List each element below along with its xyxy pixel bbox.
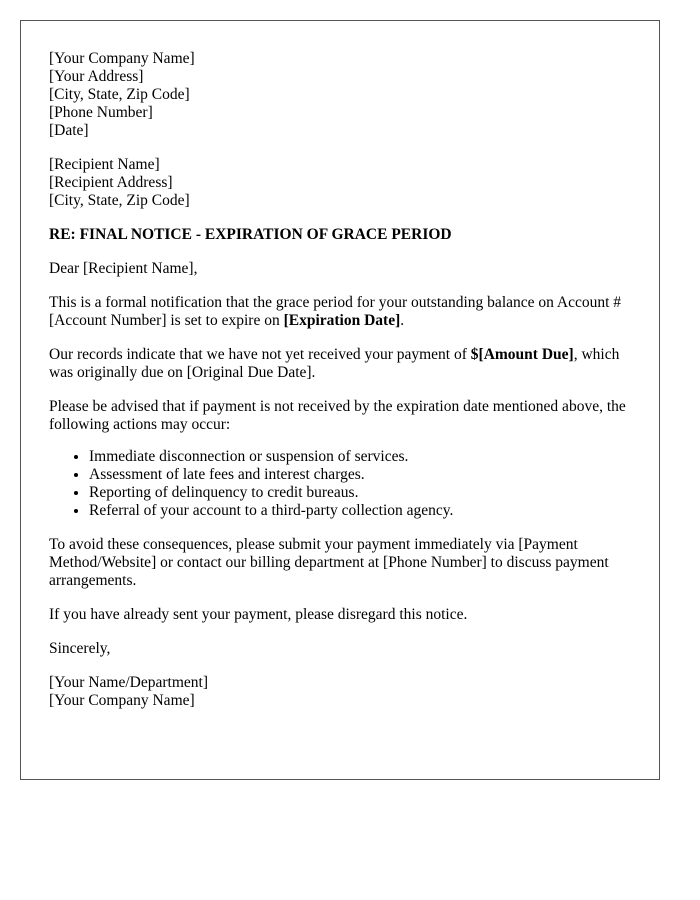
recipient-name: [Recipient Name] [49, 156, 160, 173]
letter-date: [Date] [49, 122, 89, 139]
signature-name: [Your Name/Department] [49, 674, 208, 691]
paragraph-avoid-consequences-text: To avoid these consequences, please submit your payment immediately via [Payment Method/Website] or contact our billing department at [Phone Number] to discuss payment arrangements. [49, 536, 609, 589]
list-item: • Reporting of delinquency to credit bureaus. [89, 484, 631, 502]
recipient-address: [Recipient Address] [49, 174, 173, 191]
consequences-list [49, 448, 631, 520]
signature-company: [Your Company Name] [49, 692, 195, 709]
signature-block [49, 674, 631, 710]
subject-block [49, 226, 631, 244]
paragraph-advisory-text: Please be advised that if payment is not received by the expiration date mentioned above, the following actions may occur: [49, 398, 626, 433]
sender-company-name: [Your Company Name] [49, 50, 195, 67]
letter-page [20, 20, 660, 780]
paragraph-payment-due-end: , which was originally due on [Original Due Date]. [49, 346, 620, 381]
salutation-block [49, 260, 631, 278]
amount-due: $[Amount Due] [470, 346, 574, 363]
paragraph-disregard [49, 606, 631, 624]
sender-address: [Your Address] [49, 68, 144, 85]
list-item: • Referral of your account to a third-party collection agency. [89, 502, 631, 520]
sender-phone: [Phone Number] [49, 104, 153, 121]
list-item: • Immediate disconnection or suspension of services. [89, 448, 631, 466]
paragraph-avoid-consequences [49, 536, 631, 590]
paragraph-grace-period [49, 294, 631, 330]
paragraph-payment-due [49, 346, 631, 382]
recipient-block [49, 156, 631, 210]
closing-block [49, 640, 631, 658]
sender-block [49, 50, 631, 140]
salutation: Dear [Recipient Name], [49, 260, 198, 277]
paragraph-payment-due-text: Our records indicate that we have not yet received your payment of [49, 346, 471, 363]
recipient-city-state-zip: [City, State, Zip Code] [49, 192, 190, 209]
paragraph-grace-period-text: This is a formal notification that the grace period for your outstanding balance on Account #[Account Number] is set to expire on [49, 294, 622, 329]
paragraph-disregard-text: If you have already sent your payment, please disregard this notice. [49, 606, 468, 623]
paragraph-grace-period-end: . [400, 312, 405, 329]
expiration-date: [Expiration Date] [283, 312, 401, 329]
sender-city-state-zip: [City, State, Zip Code] [49, 86, 190, 103]
list-item: • Assessment of late fees and interest charges. [89, 466, 631, 484]
closing: Sincerely, [49, 640, 111, 657]
paragraph-advisory [49, 398, 631, 434]
subject-line: RE: FINAL NOTICE - EXPIRATION OF GRACE PERIOD [49, 226, 452, 243]
